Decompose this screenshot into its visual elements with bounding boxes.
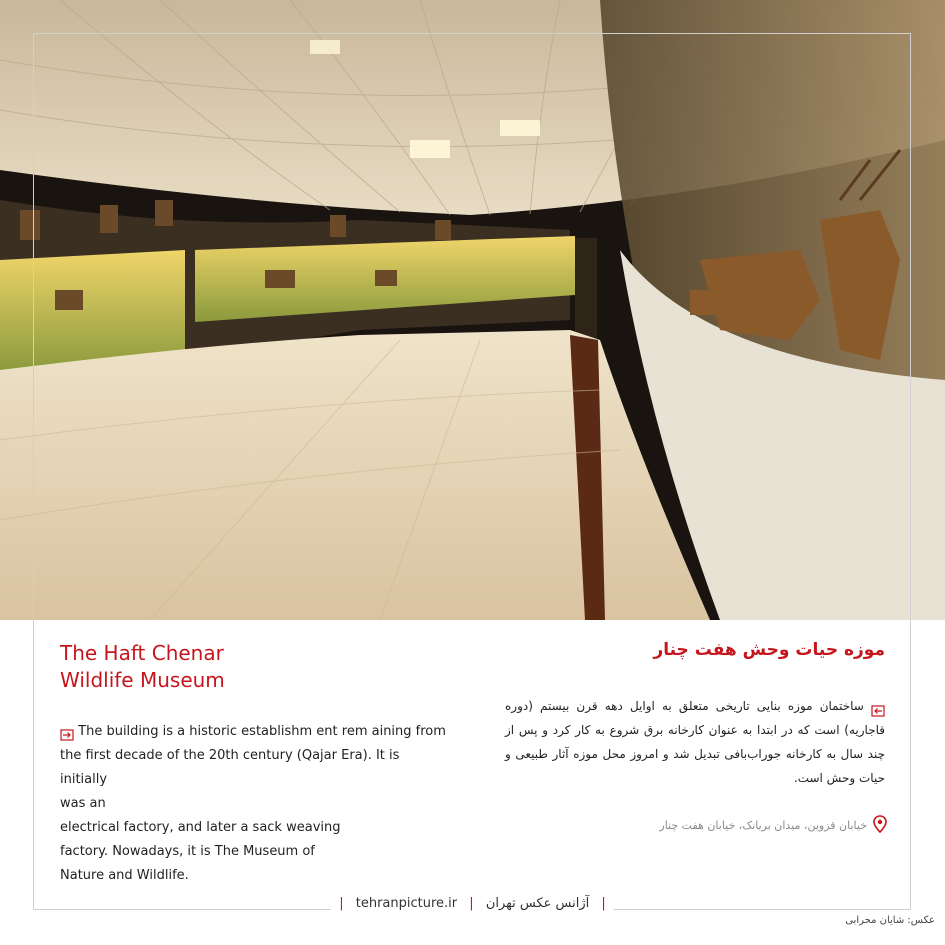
description-fa-text: ساختمان موزه بنایی تاریخی متعلق به اوایل دهه قرن بیستم (دوره قاجاریه) است که در ابتدا به عنوان کارخانه برق شروع به کار کرد و پس از چند سال به کارخانه جوراب‌بافی تبدیل شد و امروز محل موزه آثار طبیعی و حیات وحش است.	[505, 699, 885, 785]
title-en-line1: The Haft Chenar	[60, 641, 224, 665]
location-pin-icon	[873, 815, 887, 836]
footer-agency: آژانس عکس تهران	[478, 896, 597, 911]
description-en-line: factory. Nowadays, it is The Museum of	[60, 844, 315, 859]
title-en-line2: Wildlife Museum	[60, 668, 225, 692]
description-fa	[505, 694, 885, 790]
title-fa: موزه حیات وحش هفت چنار	[653, 640, 885, 660]
footer-separator: |	[469, 896, 474, 911]
arrow-in-icon	[871, 701, 885, 713]
description-en-line: electrical factory, and later a sack weaving	[60, 820, 341, 835]
address	[527, 815, 887, 836]
description-en	[60, 720, 450, 888]
description-en-line: was an	[60, 796, 106, 811]
description-en-line: The building is a historic establishm ent rem aining from	[78, 724, 446, 739]
address-text: خیابان قزوین، میدان بریانک، خیابان هفت چنار	[659, 819, 867, 832]
footer-separator: |	[601, 896, 606, 911]
title-en	[60, 640, 360, 694]
photo-credit: عکس: شایان محرابی	[845, 915, 935, 926]
footer-separator: |	[339, 896, 344, 911]
description-en-line: the first decade of the 20th century (Qajar Era). It is initially	[60, 748, 400, 787]
footer	[0, 896, 945, 911]
footer-website[interactable]: tehranpicture.ir	[348, 896, 465, 911]
arrow-in-icon	[60, 726, 74, 738]
description-en-line: Nature and Wildlife.	[60, 868, 189, 883]
